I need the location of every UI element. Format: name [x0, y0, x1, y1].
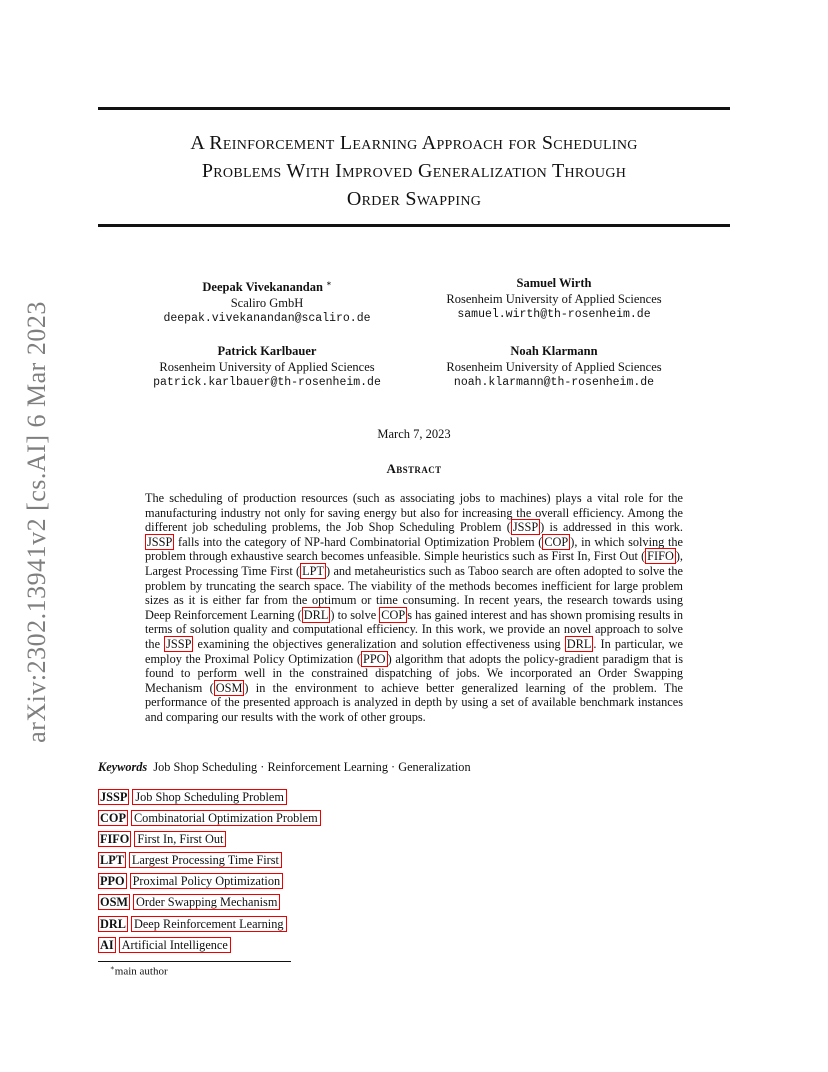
acronym-definition[interactable]: Largest Processing Time First — [129, 852, 282, 868]
author-block — [117, 276, 417, 327]
author-name: Deepak Vivekanandan ∗ — [202, 279, 332, 295]
author-footnote-mark: ∗ — [326, 279, 332, 288]
title-rule-bottom — [98, 224, 730, 227]
footnote-mark: ∗ — [110, 964, 115, 972]
acronym-definition[interactable]: Artificial Intelligence — [119, 937, 231, 953]
acronym-link[interactable]: FIFO — [647, 549, 674, 564]
author-block — [404, 276, 704, 323]
acronym-link[interactable]: COP — [544, 534, 569, 549]
acronym-link[interactable]: LPT — [302, 563, 325, 578]
keywords-label: Keywords — [98, 760, 148, 774]
acronym-entry — [98, 853, 321, 874]
acronym-abbr[interactable]: PPO — [100, 874, 125, 889]
acronym-link[interactable]: COP — [381, 607, 406, 622]
author-name: Samuel Wirth — [516, 276, 592, 290]
acronym-definition[interactable]: Combinatorial Optimization Problem — [131, 810, 321, 826]
acronym-list — [98, 790, 321, 959]
acronym-abbr[interactable]: COP — [100, 811, 126, 826]
author-email[interactable]: noah.klarmann@th-rosenheim.de — [453, 376, 655, 389]
acronym-abbr[interactable]: LPT — [100, 853, 124, 868]
author-name: Noah Klarmann — [510, 344, 598, 358]
author-email[interactable]: patrick.karlbauer@th-rosenheim.de — [153, 376, 381, 389]
acronym-entry — [98, 811, 321, 832]
acronym-link[interactable]: DRL — [303, 607, 329, 622]
footnote-rule — [98, 961, 291, 962]
arxiv-stamp: arXiv:2302.13941v2 [cs.AI] 6 Mar 2023 — [22, 301, 51, 743]
acronym-definition[interactable]: First In, First Out — [134, 831, 226, 847]
acronym-abbr[interactable]: JSSP — [100, 790, 128, 804]
acronym-entry — [98, 832, 321, 853]
acronym-link[interactable]: OSM — [215, 680, 243, 695]
author-affiliation: Scaliro GmbH — [230, 295, 304, 310]
acronym-abbr[interactable]: AI — [100, 937, 114, 952]
author-email[interactable]: samuel.wirth@th-rosenheim.de — [457, 308, 651, 321]
keywords-text: Job Shop Scheduling · Reinforcement Learning · Generalization — [153, 760, 471, 774]
footnote — [110, 964, 168, 978]
author-affiliation: Rosenheim University of Applied Sciences — [446, 291, 662, 306]
author-name: Patrick Karlbauer — [217, 344, 317, 358]
keywords — [98, 760, 471, 775]
author-block — [117, 344, 417, 391]
acronym-definition[interactable]: Proximal Policy Optimization — [130, 873, 284, 889]
footnote-text: main author — [114, 965, 168, 978]
publication-date: March 7, 2023 — [377, 427, 451, 441]
acronym-abbr[interactable]: FIFO — [100, 832, 130, 847]
author-affiliation: Rosenheim University of Applied Sciences — [159, 359, 375, 374]
abstract-body: The scheduling of production resources (such as associating jobs to machines) plays a vital role for the manufacturing industry not only for saving energy but also for increasing the overall efficiency. Among the different job scheduling problems, the Job Shop Scheduling Problem ( JSSP ) is addressed in this work. JSSP falls into the category of NP-hard Combinatorial Optimization Problem ( COP ), in which solving the problem through exhaustive search becomes unfeasible. Simple heuristics such as First In, First Out ( FIFO ), Largest Processing Time First ( LPT ) and metaheuristics such as Taboo search are often adopted to solve the problem by truncating the search space. The viability of the methods becomes inefficient for large problem sizes as it is either far from the optimum or time consuming. In recent years, the research towards using Deep Reinforcement Learning ( DRL ) to solve COP s has gained interest and has shown promising results in terms of solution quality and computational efficiency. In this work, we provide an novel approach to solve the JSSP examining the objectives generalization and solution effectiveness using DRL . In particular, we employ the Proximal Policy Optimization ( PPO ) algorithm that adopts the policy-gradient paradigm that is found to perform well in the constrained dispatching of jobs. We incorporated an Order Swapping Mechanism ( OSM ) in the environment to achieve better generalized learning of the problem. The performance of the presented approach is analyzed in depth by using a set of available benchmark instances and comparing our results with the work of other groups. — [145, 491, 684, 724]
author-email[interactable]: deepak.vivekanandan@scaliro.de — [163, 312, 371, 326]
acronym-link[interactable]: JSSP — [512, 520, 539, 535]
acronym-link[interactable]: JSSP — [147, 534, 173, 549]
author-block — [404, 344, 704, 391]
author-affiliation: Rosenheim University of Applied Sciences — [446, 359, 662, 374]
title-rule-top — [98, 107, 730, 110]
acronym-entry — [98, 938, 321, 959]
title-line-1: A Reinforcement Learning Approach for Scheduling — [190, 132, 638, 154]
paper-title — [98, 129, 730, 213]
acronym-entry — [98, 874, 321, 895]
title-line-3: Order Swapping — [346, 188, 482, 210]
acronym-link[interactable]: DRL — [566, 636, 592, 651]
abstract-heading: Abstract — [386, 461, 442, 476]
acronym-abbr[interactable]: OSM — [100, 895, 129, 910]
acronym-link[interactable]: JSSP — [166, 636, 192, 651]
acronym-definition[interactable]: Deep Reinforcement Learning — [131, 916, 287, 932]
acronym-link[interactable]: PPO — [363, 651, 386, 666]
acronym-entry — [98, 895, 321, 916]
acronym-abbr[interactable]: DRL — [100, 916, 126, 931]
acronym-entry — [98, 917, 321, 938]
acronym-entry — [98, 790, 321, 811]
acronym-definition[interactable]: Order Swapping Mechanism — [133, 894, 280, 910]
title-line-2: Problems With Improved Generalization Through — [201, 160, 627, 182]
acronym-definition[interactable]: Job Shop Scheduling Problem — [132, 789, 287, 805]
